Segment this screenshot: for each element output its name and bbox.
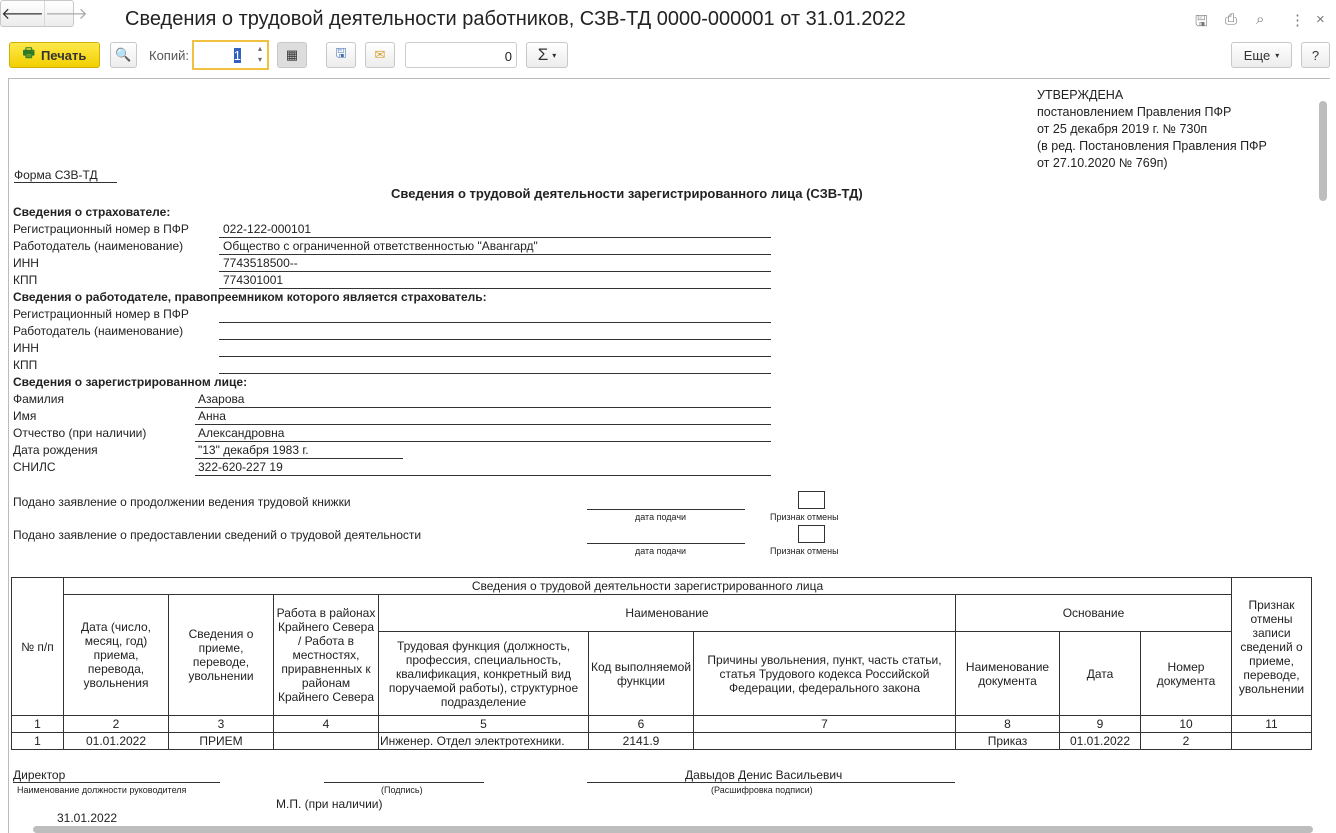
help-button[interactable]: ? — [1301, 42, 1330, 68]
save-button[interactable]: 🖫 — [326, 42, 356, 68]
printer-icon: 🖶 — [22, 45, 35, 60]
forward-button[interactable]: 🡒 — [44, 1, 88, 26]
spin-down[interactable]: ▾ — [257, 55, 262, 64]
history-nav — [0, 0, 88, 27]
sum-field: 0 — [405, 42, 517, 68]
horizontal-scrollbar[interactable] — [33, 826, 1313, 833]
cancel-checkbox-1[interactable] — [798, 491, 825, 509]
preview-button[interactable]: 🔍 — [110, 42, 137, 68]
signer-position: Директор — [13, 768, 66, 782]
form-name: Форма СЗВ-ТД — [14, 168, 117, 183]
copies-label: Копий: — [149, 48, 189, 63]
preview-icon[interactable]: ⌕ — [1256, 11, 1265, 28]
window-title: Сведения о трудовой деятельности работников, СЗВ-ТД 0000-000001 от 31.01.2022 — [125, 8, 906, 30]
save-icon[interactable]: 🖫 — [1195, 13, 1208, 30]
approval-note: УТВЕРЖДЕНА постановлением Правления ПФР от 25 декабря 2019 г. № 730п (в ред. Постановления Правления ПФР от 27.10.2020 № 769п) — [1037, 88, 1267, 170]
more-button[interactable]: Еще ▾ — [1231, 42, 1292, 68]
print-button[interactable]: 🖶 Печать — [9, 42, 100, 68]
spreadsheet-document[interactable]: УТВЕРЖДЕНА постановлением Правления ПФР от 25 декабря 2019 г. № 730п (в ред. Постановления Правления ПФР от 27.10.2020 № 769п) Форма СЗВ-ТД Сведения о трудовой деятельности зарегистрированного лица (СЗВ-ТД) Сведения о страхователе: Регистрационный номер в ПФР 022-122-000101 Работодатель (наименование) Общество с ограниченной ответственностью "Авангард" ИНН 7743518500-- КПП 774301001 Сведения о работодателе, правопреемником которого является страхователь: Регистрационный номер в ПФР Работодатель (наименование) ИНН КПП Сведения о зарегистрированном лице: Фамилия Азарова Имя Анна Отчество (при наличии) Александровна Дата рождения "13" декабря 1983 г. СНИЛС 322-620-227 19 Подано заявление о продолжении ведения трудовой книжки дата подачи Признак отмены Подано заявление о предоставлении сведений о трудовой деятельности дата подачи Признак отмены № п/п Сведения о трудовой деятельности зарегистрированного лица Признак отмены записи сведений о приеме, переводе, увольнении Дата (число, месяц, год) приема, перевода, увольнения Сведения о приеме, переводе, увольнении Работа в районах Крайнего Севера / Работа в местностях, приравненных к районам Крайнего Севера Наименование Основание Трудовая функция (должность, профессия, специальность, квалификация, конкретный вид поручаемой работы), структурное подразделение Код выполняемой функции Причины увольнения, пункт, часть статьи, статья Трудового кодекса Российской Федерации, федерального закона Наименование документа Дата Номер документа 1 2 3 4 5 6 7 8 9 10 11 1 01.01.2022 ПРИЕМ Инженер. Отдел электротехники. 2141.9 Приказ 01.01.2022 2 Директор Наименование должности руководителя (Подпись) Давыдов Денис Васильевич (Расшифровка подписи) М.П. (при наличии) 31.01.2022 — [8, 78, 1330, 833]
sum-button[interactable]: Σ ▾ — [526, 42, 568, 68]
close-icon[interactable]: × — [1316, 11, 1325, 28]
email-button[interactable]: ✉ — [365, 42, 395, 68]
copies-field[interactable]: 1 ▴ ▾ — [192, 40, 269, 70]
back-button[interactable]: 🡐 — [1, 6, 44, 23]
spin-up[interactable]: ▴ — [257, 44, 262, 53]
signer-name: Давыдов Денис Васильевич — [685, 768, 843, 782]
form-heading: Сведения о трудовой деятельности зарегистрированного лица (СЗВ-ТД) — [391, 186, 863, 201]
column-numbers-row: 1 2 3 4 5 6 7 8 9 10 11 — [12, 716, 1312, 733]
more-icon[interactable]: ⋮ — [1290, 12, 1305, 29]
employment-table: № п/п Сведения о трудовой деятельности зарегистрированного лица Признак отмены записи сведений о приеме, переводе, увольнении Дата (число, месяц, год) приема, перевода, увольнения Сведения о приеме, переводе, увольнении Работа в районах Крайнего Севера / Работа в местностях, приравненных к районам Крайнего Севера Наименование Основание Трудовая функция (должность, профессия, специальность, квалификация, конкретный вид поручаемой работы), структурное подразделение Код выполняемой функции Причины увольнения, пункт, часть статьи, статья Трудового кодекса Российской Федерации, федерального закона Наименование документа Дата Номер документа 1 2 3 4 5 6 7 8 9 10 11 1 01.01.2022 ПРИЕМ Инженер. Отдел электротехники. 2141.9 Приказ 01.01.2022 2 — [11, 577, 1312, 750]
cancel-checkbox-2[interactable] — [798, 525, 825, 543]
document-date: 31.01.2022 — [57, 811, 118, 825]
vertical-scrollbar[interactable] — [1316, 79, 1330, 833]
print-icon[interactable]: ⎙ — [1225, 11, 1238, 28]
edit-table-button[interactable]: ▦ — [277, 42, 307, 68]
table-row: 1 01.01.2022 ПРИЕМ Инженер. Отдел электротехники. 2141.9 Приказ 01.01.2022 2 — [12, 733, 1312, 750]
